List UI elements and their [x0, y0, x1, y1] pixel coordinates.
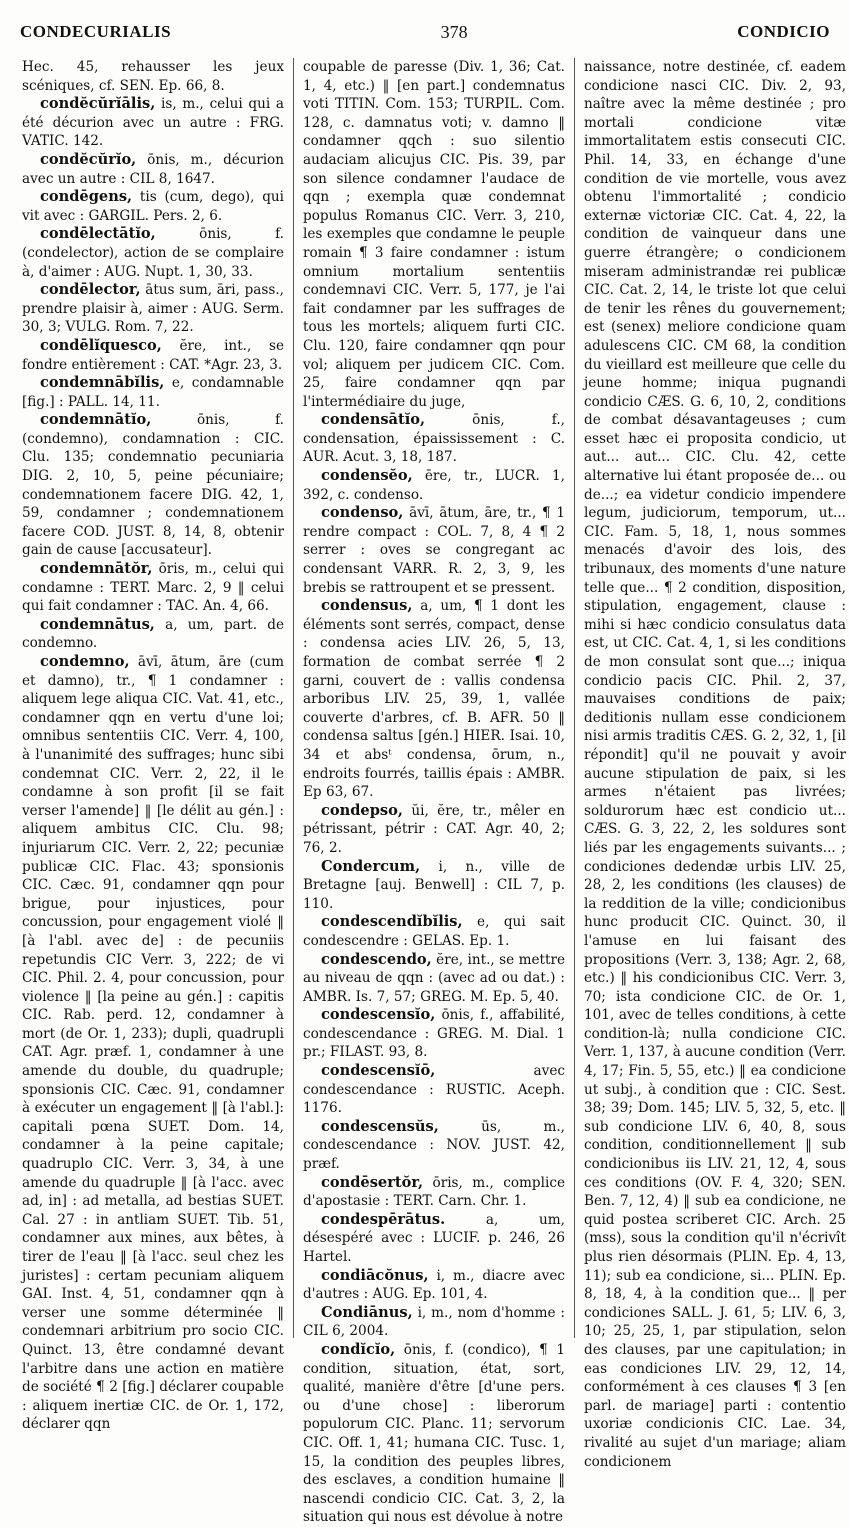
dictionary-entry [303, 1211, 565, 1267]
entry-definition: āvī, ātum, āre (cum et damno), tr., ¶ 1 condamner : aliquem lege aliqua CIC. Vat. 41, etc., condamner qqn en vertu d'une loi; omnibus sententiis CIC. Verr. 4, 100, à l'unanimité des suffrages; hunc sibi condemnat CIC. Verr. 2, 22, il le condamne à son profit [il se fait verser l'amende] ‖ [le délit au gén.] : aliquem ambitus CIC. Clu. 98; injuriarum CIC. Verr. 2, 22; pecuniæ publicæ CIC. Flac. 43; sponsionis CIC. Cæc. 91, condamner qqn pour brigue, pour injustices, pour concussion, pour engagement violé ‖ [à l'abl. avec de] : de pecuniis repetundis CIC Verr. 3, 222; de vi CIC. Phil. 2. 4, pour concussion, pour violence ‖ [la peine au gén.] : capitis CIC. Rab. perd. 12, condamner à mort (de Or. 1, 233); dupli, quadrupli CAT. Agr. præf. 1, condamner à une amende du double, du quadruple; sponsionis CIC. Cæc. 91, condamner à exécuter un engagement ‖ [à l'abl.]: capitali pœna SUET. Dom. 14, condamner à la peine capitale; quadruplo CIC. Verr. 3, 34, à une amende du quadruple ‖ [à l'acc. avec ad, in] : ad metalla, ad bestias SUET. Cal. 27 : in antliam SUET. Tib. 51, condamner aux mines, aux bêtes, à tirer de l'eau ‖ [à l'acc. seul chez les juristes] : certam pecuniam aliquem GAI. Inst. 4, 51, condamner qqn à verser une somme déterminée ‖ condemnari arbitrium pro socio CIC. Quinct. 13, être condamné devant l'arbitre dans une action en matière de société ¶ 2 [fig.] déclarer coupable : aliquem inertiæ CIC. de Or. 1, 172, déclarer qqn [22, 654, 284, 1433]
entry-definition: e, condamnable [fig.] : PALL. 14, 11. [22, 375, 284, 410]
dictionary-entry [22, 95, 284, 151]
entry-headword: condemno, [40, 653, 130, 670]
dictionary-entry [303, 1341, 565, 1527]
entry-headword: condespērātus. [321, 1210, 446, 1228]
dictionary-entry [303, 467, 565, 504]
dictionary-entry [22, 225, 284, 281]
dictionary-entry [303, 1006, 565, 1062]
header-last-headword: CONDICIO [737, 22, 830, 41]
dictionary-entry [22, 653, 284, 1434]
dictionary-entry [584, 58, 846, 1471]
dictionary-entry [303, 1267, 565, 1304]
dictionary-entry [22, 337, 284, 374]
entry-headword: Condercum, [321, 857, 421, 875]
entry-headword: condescensŭs, [321, 1117, 439, 1135]
entry-headword: condensus, [321, 597, 413, 615]
entry-definition: ōnis, f. (condemno), condamnation : CIC. Clu. 135; condemnatio pecuniaria DIG. 2, 10, 5, peine pécuniaire; condemnationem facere DIG. 42, 1, 59, condamner ; condemnationem facere COD. JUST. 8, 14, 8, obtenir gain de cause [accusateur]. [22, 412, 284, 559]
entry-headword: condiācŏnus, [321, 1266, 429, 1284]
entry-headword: condēlector, [40, 281, 141, 299]
dictionary-entry [303, 1062, 565, 1118]
dictionary-entry [303, 411, 565, 467]
entry-definition: āvī, ātum, āre, tr., ¶ 1 rendre compact : COL. 7, 8, 4 ¶ 2 serrer : oves se congregant ac condensant VARR. R. 2, 3, 9, les brebis se rattroupent et se pressent. [303, 505, 565, 596]
entry-headword: condescendo, [321, 950, 432, 968]
entry-headword: condensātĭo, [321, 411, 426, 429]
entry-definition: ĕre, int., se mettre au niveau de qqn : (avec ad ou dat.) : AMBR. Is. 7, 57; GREG. M. Ep. 5, 40. [303, 951, 565, 1005]
entry-definition: tis (cum, dego), qui vit avec : GARGIL. Pers. 2, 6. [22, 189, 284, 224]
entry-headword: condemnātĭo, [40, 411, 152, 429]
dictionary-entry [303, 858, 565, 914]
entry-definition: avec condescendance : RUSTIC. Aceph. 1176. [303, 1063, 565, 1117]
entry-headword: condepso, [321, 801, 403, 819]
entry-definition: ātus sum, āri, pass., prendre plaisir à, aimer : AUG. Serm. 30, 3; VULG. Rom. 7, 22. [22, 282, 284, 336]
dictionary-entry [22, 560, 284, 616]
entry-headword: condēlectātĭo, [40, 225, 156, 243]
entry-headword: condescensĭō, [321, 1062, 436, 1080]
text-columns [22, 58, 846, 1526]
entry-definition: ōris, m., celui qui condamne : TERT. Marc. 2, 9 ‖ celui qui fait condamner : TAC. An. 4, 66. [22, 561, 284, 615]
entry-headword: condemnātŏr, [40, 560, 153, 578]
entry-headword: condĕcŭrĭālis, [40, 95, 156, 113]
column-right [584, 58, 846, 1527]
entry-definition: coupable de paresse (Div. 1, 36; Cat. 1, 4, etc.) ‖ [en part.] condemnatus voti TITIN. Com. 153; TURPIL. Com. 128, c. damnatus voti; v. damno ‖ condamner qqch : suo silentio audaciam alicujus CIC. Pis. 39, par son silence condamner l'audace de qqn ; exempla quæ condemnat populus Romanus CIC. Verr. 3, 210, les exemples que condamne le peuple romain ¶ 3 faire condamner : istum omnium mortalium sententiis condemnavi CIC. Verr. 5, 177, je l'ai fait condamner par les suffrages de tous les mortels; aliquem furti CIC. Clu. 120, faire condamner qqn pour vol; aliquem per judicem CIC. Com. 25, faire condamner qqn par l'intermédiaire du juge, [303, 59, 565, 410]
entry-definition: ēre, tr., LUCR. 1, 392, c. condenso. [303, 468, 565, 503]
column-divider [293, 58, 294, 1338]
dictionary-entry [22, 411, 284, 560]
entry-headword: condemnātus, [40, 615, 155, 633]
entry-definition: ōnis, f. (condico), ¶ 1 condition, situation, état, sort, qualité, manière d'être [d'une pers. ou d'une chose] : liberorum populorum CIC. Planc. 11; servorum CIC. Off. 1, 41; humana CIC. Tusc. 1, 15, la condition des peuples libres, des esclaves, a condition humaine ‖ nascendi condicio CIC. Cat. 3, 2, la situation qui nous est dévolue à notre [303, 1341, 565, 1526]
dictionary-entry [303, 1118, 565, 1174]
dictionary-entry [303, 1174, 565, 1211]
dictionary-entry [303, 951, 565, 1007]
entry-definition: ōnis, f., condensation, épaississement : C. AUR. Acut. 3, 18, 187. [303, 412, 565, 466]
dictionary-entry [22, 616, 284, 653]
dictionary-entry [303, 802, 565, 858]
entry-definition: ōris, m., complice d'apostasie : TERT. Carn. Chr. 1. [303, 1174, 565, 1210]
header-first-headword: CONDECURIALIS [20, 22, 172, 41]
entry-definition: i, n., ville de Bretagne [auj. Benwell] : CIL 7, p. 110. [303, 858, 565, 912]
entry-definition: e, qui sait condescendre : GELAS. Ep. 1. [303, 914, 565, 949]
entry-definition: is, m., celui qui a été décurion avec un autre : FRG. VATIC. 142. [22, 96, 284, 150]
dictionary-entry [303, 913, 565, 950]
dictionary-entry [303, 597, 565, 802]
dictionary-entry [303, 58, 565, 411]
entry-headword: condēgens, [40, 188, 133, 206]
entry-definition: ŭi, ĕre, tr., mêler en pétrissant, pétrir : CAT. Agr. 40, 2; 76, 2. [303, 802, 565, 856]
column-left [22, 58, 284, 1527]
entry-headword: condescendĭbĭlis, [321, 913, 463, 931]
entry-definition: a, um, part. de condemno. [22, 616, 284, 652]
dictionary-entry [303, 504, 565, 597]
entry-headword: Condiānus, [321, 1303, 413, 1321]
entry-definition: ōnis, m., décurion avec un autre : CIL 8, 1647. [22, 151, 284, 187]
entry-definition: i, m., diacre avec d'autres : AUG. Ep. 101, 4. [303, 1267, 565, 1303]
dictionary-entry [22, 151, 284, 188]
dictionary-entry [22, 374, 284, 411]
entry-headword: condensĕo, [321, 467, 413, 485]
entry-headword: condenso, [321, 504, 404, 522]
dictionary-entry [22, 281, 284, 337]
dictionary-entry [22, 58, 284, 95]
entry-headword: condemnābĭlis, [40, 374, 165, 392]
entry-headword: condescensĭo, [321, 1006, 436, 1024]
column-middle [303, 58, 565, 1527]
entry-headword: condĕcŭrĭo, [40, 150, 137, 168]
running-header [20, 18, 830, 46]
entry-headword: condēsertŏr, [321, 1173, 424, 1191]
entry-definition: a, um, ¶ 1 dont les éléments sont serrés, compact, dense : condensa acies LIV. 26, 5, 13, formation de combat serrée ¶ 2 garni, couvert de : vallis condensa arboribus LIV. 25, 39, 1, vallée couverte d'arbres, cf. B. AFR. 50 ‖ condensa saltus [gén.] HIER. Isai. 10, 34 et absᵗ condensa, ōrum, n., endroits fourrés, taillis épais : AMBR. Ep 63, 67. [303, 598, 565, 801]
entry-definition: ĕre, int., se fondre entièrement : CAT. *Agr. 23, 3. [22, 337, 284, 373]
page-number: 378 [440, 21, 468, 42]
entry-definition: Hec. 45, rehausser les jeux scéniques, cf. SEN. Ep. 66, 8. [22, 59, 284, 94]
entry-headword: condĭcĭo, [321, 1340, 396, 1358]
column-divider [574, 58, 575, 1338]
entry-definition: ōnis, f. (condelector), action de se complaire à, d'aimer : AUG. Nupt. 1, 30, 33. [22, 226, 284, 280]
entry-headword: condēlĭquesco, [40, 336, 162, 354]
entry-definition: ūs, m., condescendance : NOV. JUST. 42, præf. [303, 1118, 565, 1173]
entry-definition: naissance, notre destinée, cf. eadem condicione nasci CIC. Div. 2, 93, naître avec la même destinée ; pro mortali condicione vitæ immortalitatem estis consecuti CIC. Phil. 14, 33, en échange d'une condition de vie mortelle, vous avez obtenu l'immortalité ; condicio externæ victoriæ CIC. Cat. 4, 22, la condition de vainqueur dans une guerre étrangère; o condicionem miseram administrandæ rei publicæ CIC. Cat. 2, 14, le triste lot que celui de tenir les rênes du gouvernement; est (senex) meliore condicione quam adulescens CIC. CM 68, la condition du vieillard est meilleure que celle du jeune homme; iniqua pugnandi condicio CÆS. G. 6, 10, 2, conditions de combat désavantageuses ; cum esset hæc ei proposita condicio, ut aut... aut... CIC. Clu. 42, cette alternative lui étant proposée de... ou de...; ea videtur condicio impendere legum, judiciorum, temporum, ut... CIC. Fam. 5, 18, 1, nous sommes menacés d'avoir des lois, des tribunaux, des moments d'une nature telle que... ¶ 2 condition, disposition, stipulation, engagement, clause : mihi si hæc condicio consulatus data est, ut CIC. Cat. 4, 1, si les conditions de mon consulat sont que...; iniqua condicio pacis CIC. Phil. 2, 37, mauvaises conditions de paix; deditionis nullam esse condicionem nisi armis traditis CÆS. G. 2, 32, 1, [il répondit] qu'il ne pouvait y avoir aucune stipulation de paix, si les armes n'étaient pas livrées; soldurorum hæc est condicio ut... CÆS. G. 3, 22, 2, les soldures sont liés par les engagements suivants... ; condiciones dedendæ urbis LIV. 25, 28, 2, les conditions (les clauses) de la reddition de la ville; condicionibus hunc producit CIC. Quinct. 30, il l'amuse en lui faisant des propositions (Verr. 3, 138; Agr. 2, 68, etc.) ‖ his condicionibus CIC. Verr. 3, 70; ista condicione CIC. de Or. 1, 101, avec de telles conditions, à cette condition-là; nulla condicione CIC. Verr. 1, 137, à aucune condition (Verr. 4, 17; Fin. 5, 55, etc.) ‖ ea condicione ut subj., à condition que : CIC. Sest. 38; 39; Dom. 145; LIV. 5, 32, 5, etc. ‖ sub condicione LIV. 6, 40, 8, sous condition, conditionnellement ‖ sub condicionibus iis LIV. 21, 12, 4, sous ces conditions (OV. F. 4, 320; SEN. Ben. 7, 12, 4) ‖ sub ea condicione, ne quid postea scriberet CIC. Arch. 25 (mss), sous la condition qu'il n'écrivît plus rien désormais (PLIN. Ep. 4, 13, 11); sub ea condicione, si... PLIN. Ep. 8, 18, 4, à la condition que... ‖ per condiciones SALL. J. 61, 5; LIV. 6, 3, 10; 25, 25, 1, par stipulation, selon des clauses, par une capitulation; in eas condiciones LIV. 29, 12, 14, conformément à ces clauses ¶ 3 [en parl. de mariage] parti : contentio uxoriæ condicionis CIC. Lae. 34, rivalité au sujet d'un mariage; aliam condicionem [584, 59, 846, 1470]
entry-definition: i, m., nom d'homme : CIL 6, 2004. [303, 1304, 565, 1340]
entry-definition: ōnis, f., affabilité, condescendance : GREG. M. Dial. 1 pr.; FILAST. 93, 8. [303, 1007, 565, 1061]
dictionary-entry [22, 188, 284, 225]
dictionary-entry [303, 1304, 565, 1341]
entry-definition: a, um, désespéré avec : LUCIF. p. 246, 26 Hartel. [303, 1211, 565, 1265]
